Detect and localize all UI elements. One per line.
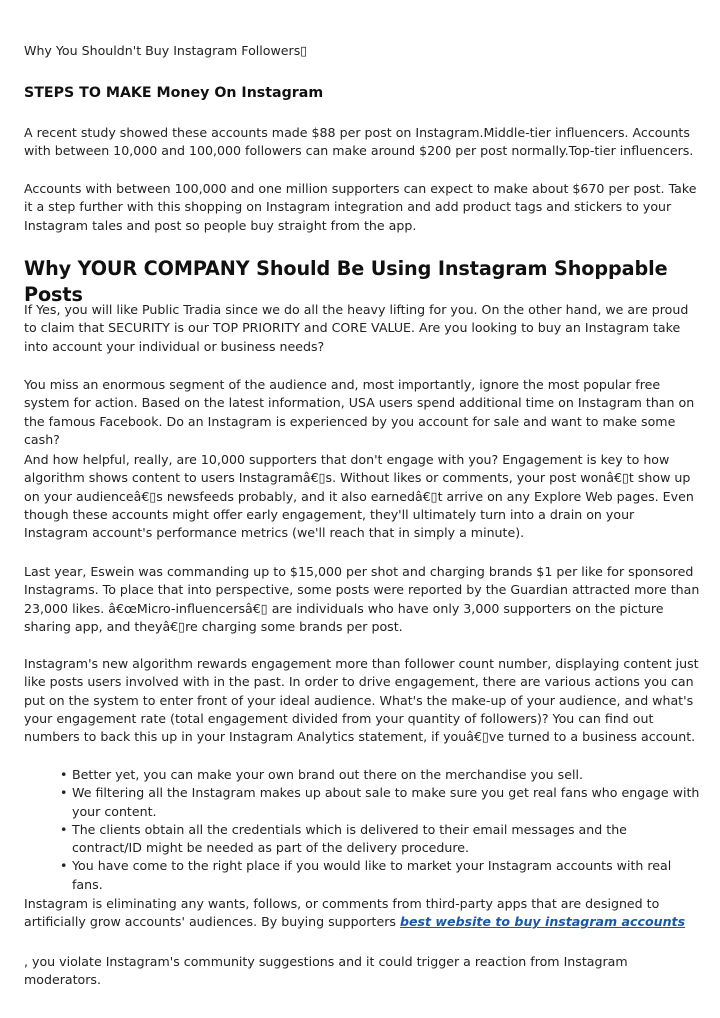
heading-steps: STEPS TO MAKE Money On Instagram [24, 85, 324, 101]
paragraph-3: If Yes, you will like Public Tradia since we do all the heavy lifting for you. On the other hand, we are proud to claim that SECURITY is our TOP PRIORITY and CORE VALUE. Are you looking to buy an Instagram take into account your individual or business needs? [24, 302, 689, 354]
paragraph-5: And how helpful, really, are 10,000 supporters that don't engage with you? Engagement is key to how algorithm shows content to users Instagramâ€▯s. Without likes or comments, your post wonâ€▯t show up on your audienceâ€▯s newsfeeds probably, and it also earnedâ€▯t arrive on any Explore Web pages. Even though these accounts might offer early engagement, they'll ultimately turn into a drain on your Instagram account's performance metrics (we'll reach that in simply a minute). [24, 452, 694, 541]
list-item: • We filtering all the Instagram makes up about sale to make sure you get real fans who engage with your content. [60, 784, 700, 821]
paragraph-9: , you violate Instagram's community suggestions and it could trigger a reaction from Instagram moderators. [24, 954, 628, 988]
paragraph-8 [24, 895, 700, 932]
heading-why: Why YOUR COMPANY Should Be Using Instagram Shoppable Posts [24, 257, 668, 306]
paragraph-7: Instagram's new algorithm rewards engagement more than follower count number, displaying content just like posts users involved with in the past. In order to drive engagement, there are various actions you can put on the system to enter front of your ideal audience. What's the make-up of your audience, and what's your engagement rate (total engagement divided from your quantity of followers)? You can find out numbers to back this up in your Instagram Analytics statement, if youâ€▯ve turned to a business account. [24, 656, 699, 745]
list-item: • You have come to the right place if you would like to market your Instagram accounts with real fans. [60, 857, 700, 894]
bullet-list [60, 766, 700, 894]
paragraph-6: Last year, Eswein was commanding up to $15,000 per shot and charging brands $1 per like for sponsored Instagrams. To place that into perspective, some posts were reported by the Guardian attracted more than 23,000 likes. â€œMicro-influencersâ€▯ are individuals who have only 3,000 supporters on the picture sharing app, and theyâ€▯re charging some brands per post. [24, 564, 700, 634]
paragraph-4: You miss an enormous segment of the audience and, most importantly, ignore the most popular free system for action. Based on the latest information, USA users spend additional time on Instagram than on the famous Facebook. Do an Instagram is experienced by you account for sale and want to make some cash? [24, 377, 695, 447]
paragraph-2: Accounts with between 100,000 and one million supporters can expect to make about $670 per post. Take it a step further with this shopping on Instagram integration and add product tags and stickers to your Instagram tales and post so people buy straight from the app. [24, 181, 697, 233]
paragraph-1: A recent study showed these accounts made $88 per post on Instagram.Middle-tier influencers. Accounts with between 10,000 and 100,000 followers can make around $200 per post normally.Top-tier influencers. [24, 125, 694, 159]
paragraph-8-text: Instagram is eliminating any wants, follows, or comments from third-party apps that are designed to artificially grow accounts' audiences. By buying supporters [24, 896, 660, 930]
buy-accounts-link[interactable]: best website to buy instagram accounts [399, 914, 686, 930]
list-item: • Better yet, you can make your own brand out there on the merchandise you sell. [60, 766, 700, 784]
list-item: • The clients obtain all the credentials which is delivered to their email messages and the contract/ID might be needed as part of the delivery procedure. [60, 821, 700, 858]
document-title-line: Why You Shouldn't Buy Instagram Followers▯ [24, 43, 308, 58]
